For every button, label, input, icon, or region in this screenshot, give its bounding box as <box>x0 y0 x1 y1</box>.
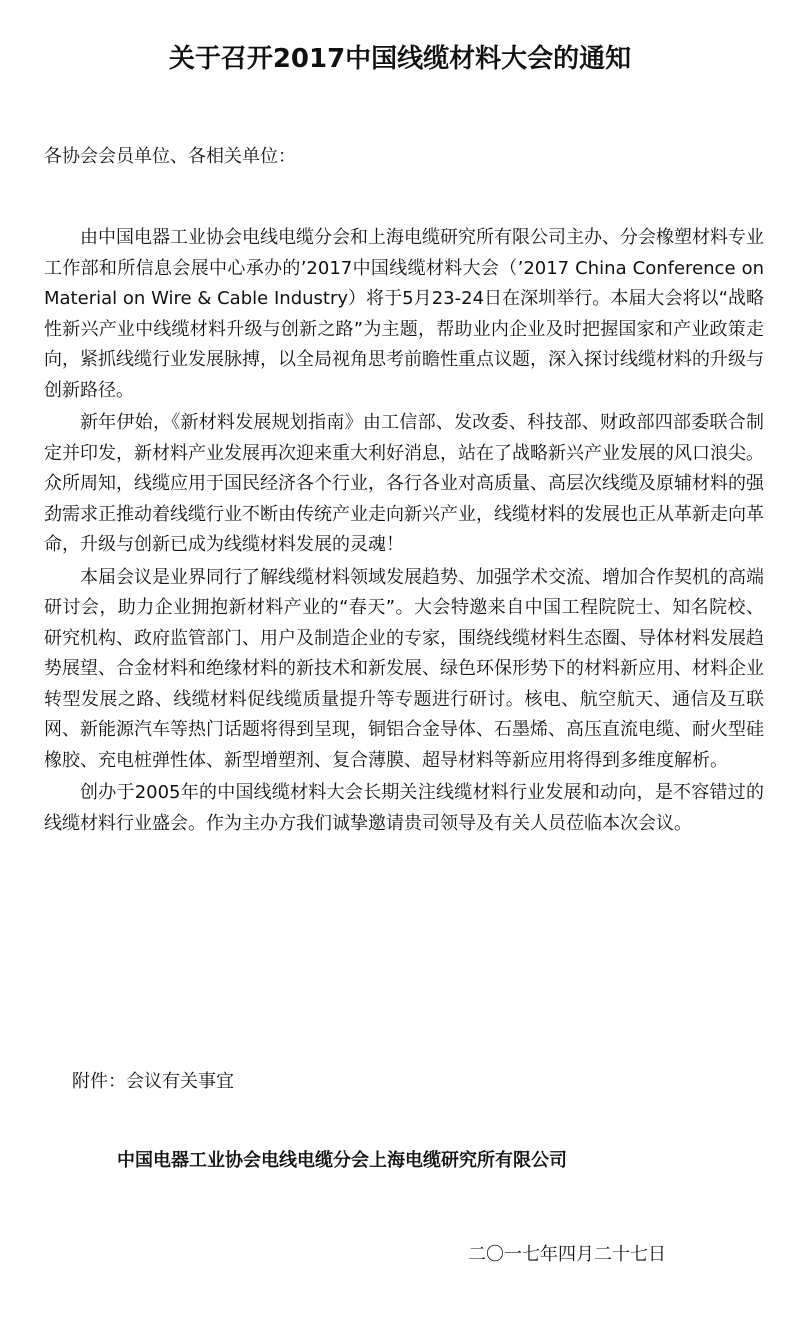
issuing-organization: 中国电器工业协会电线电缆分会上海电缆研究所有限公司 <box>117 1150 567 1171</box>
document-body <box>44 223 764 841</box>
attachment-note: 附件：会议有关事宜 <box>72 1071 234 1092</box>
body-paragraph-2: 新年伊始，《新材料发展规划指南》由工信部、发改委、科技部、财政部四部委联合制定并印发，新材料产业发展再次迎来重大利好消息，站在了战略新兴产业发展的风口浪尖。众所周知，线缆应用于国民经济各个行业，各行各业对高质量、高层次线缆及原辅材料的强劲需求正推动着线缆行业不断由传统产业走向新兴产业，线缆材料的发展也正从革新走向革命，升级与创新已成为线缆材料发展的灵魂！ <box>44 412 764 555</box>
salutation: 各协会会员单位、各相关单位： <box>44 146 296 167</box>
issue-date: 二〇一七年四月二十七日 <box>468 1244 666 1265</box>
body-paragraph-1: 由中国电器工业协会电线电缆分会和上海电缆研究所有限公司主办、分会橡塑材料专业工作部和所信息会展中心承办的’2017中国线缆材料大会（’2017 China Conference on Material on Wire & Cable Industry）将于5月23-24日在深圳举行。本届大会将以“战略性新兴产业中线缆材料升级与创新之路”为主题，帮助业内企业及时把握国家和产业政策走向，紧抓线缆行业发展脉搏，以全局视角思考前瞻性重点议题，深入探讨线缆材料的升级与创新路径。 <box>44 227 764 401</box>
document-title: 关于召开2017中国线缆材料大会的通知 <box>168 44 632 74</box>
body-paragraph-3: 本届会议是业界同行了解线缆材料领域发展趋势、加强学术交流、增加合作契机的高端研讨会，助力企业拥抱新材料产业的“春天”。大会特邀来自中国工程院院士、知名院校、研究机构、政府监管部门、用户及制造企业的专家，围绕线缆材料生态圈、导体材料发展趋势展望、合金材料和绝缘材料的新技术和新发展、绿色环保形势下的材料新应用、材料企业转型发展之路、线缆材料促线缆质量提升等专题进行研讨。核电、航空航天、通信及互联网、新能源汽车等热门话题将得到呈现，铜铝合金导体、石墨烯、高压直流电缆、耐火型硅橡胶、充电桩弹性体、新型增塑剂、复合薄膜、超导材料等新应用将得到多维度解析。 <box>44 566 764 771</box>
body-paragraph-4: 创办于2005年的中国线缆材料大会长期关注线缆材料行业发展和动向，是不容错过的线缆材料行业盛会。作为主办方我们诚挚邀请贵司领导及有关人员莅临本次会议。 <box>44 782 764 834</box>
